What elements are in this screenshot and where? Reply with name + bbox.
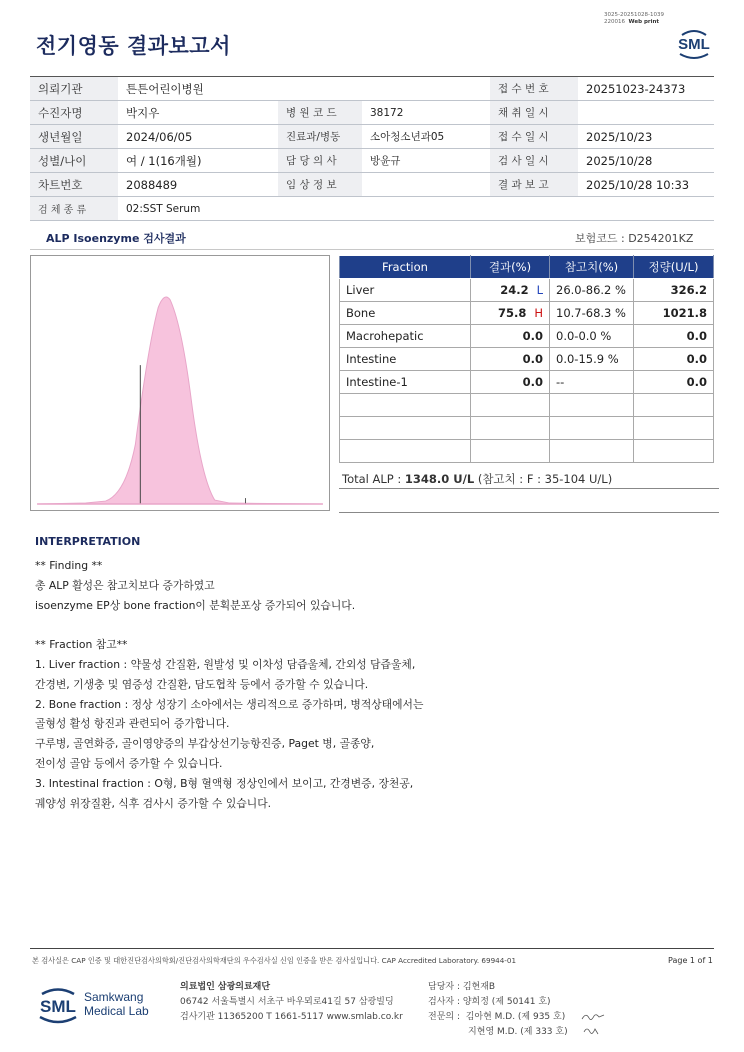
sml-logo-text: SML — [678, 36, 710, 53]
fraction-name: Intestine-1 — [340, 371, 471, 394]
receipt-no-label: 접 수 번 호 — [490, 77, 578, 101]
interpretation-line: isoenzyme EP상 bone fraction이 분획분포상 증가되어 있습니다. — [35, 598, 356, 612]
page-number: Page 1 of 1 — [668, 956, 713, 965]
dept-value: 소아청소년과05 — [362, 125, 490, 149]
fraction-result: 0.0 — [471, 371, 550, 394]
fraction-name: Intestine — [340, 348, 471, 371]
fraction-row — [340, 302, 714, 325]
report-value: 2025/10/28 10:33 — [578, 173, 714, 197]
header-reference: 참고치(%) — [550, 256, 634, 279]
collect-date-value — [578, 101, 714, 125]
hospital-value: 튼튼어린이병원 — [118, 77, 490, 101]
flag-high: H — [534, 306, 543, 320]
total-divider — [339, 488, 719, 489]
interpretation-line: 궤양성 위장질환, 식후 검사시 증가할 수 있습니다. — [35, 796, 272, 810]
staff-line: 담당자 : 김현재B — [428, 982, 496, 992]
header-quantity: 정량(U/L) — [634, 256, 714, 279]
total-label: Total ALP : — [342, 472, 405, 486]
fraction-result: 75.8 — [497, 306, 527, 320]
sex-age-value: 여 / 1(16개월) — [118, 149, 278, 173]
document-code — [604, 12, 664, 26]
interpretation-line: ** Finding ** — [35, 559, 103, 572]
signature — [580, 1010, 606, 1038]
info-row — [30, 197, 714, 221]
fraction-reference: 0.0-0.0 % — [550, 325, 634, 348]
logo-name-2: Medical Lab — [84, 1004, 149, 1018]
footer-organization — [180, 980, 403, 1025]
test-date-label: 검 사 일 시 — [490, 149, 578, 173]
total-value: 1348.0 U/L — [404, 472, 475, 486]
receipt-date-label: 접 수 일 시 — [490, 125, 578, 149]
org-name: 의료법인 삼광의료재단 — [180, 982, 271, 992]
electrophoresis-chart — [30, 255, 330, 511]
info-row — [30, 149, 714, 173]
fraction-row — [340, 371, 714, 394]
info-row — [30, 101, 714, 125]
receipt-date-value: 2025/10/23 — [578, 125, 714, 149]
fraction-row — [340, 348, 714, 371]
fraction-row — [340, 279, 714, 302]
section-divider — [30, 249, 714, 250]
fraction-quantity: 0.0 — [634, 348, 714, 371]
empty-row — [340, 417, 714, 440]
staff-line: 검사자 : 양희정 (제 50141 호) — [428, 997, 551, 1007]
info-row — [30, 125, 714, 149]
code-line-2: 220016 — [604, 19, 625, 25]
collect-date-label: 채 취 일 시 — [490, 101, 578, 125]
interpretation-line: 2. Bone fraction : 정상 성장기 소아에서는 생리적으로 증가하며, 병적상태에서는 — [35, 697, 424, 711]
total-divider — [339, 512, 719, 513]
patient-info-table — [30, 76, 714, 221]
fraction-reference: 10.7-68.3 % — [550, 302, 634, 325]
print-mode: Web print — [628, 19, 660, 25]
code-line-1: 3025-20251028-1039 — [604, 12, 664, 18]
test-date-value: 2025/10/28 — [578, 149, 714, 173]
flag-low: L — [536, 283, 543, 297]
fraction-quantity: 0.0 — [634, 371, 714, 394]
samkwang-logo — [36, 984, 186, 1026]
fraction-reference: 26.0-86.2 % — [550, 279, 634, 302]
fraction-reference: -- — [550, 371, 634, 394]
patient-label: 수진자명 — [30, 101, 118, 125]
specimen-label: 검 체 종 류 — [30, 197, 118, 221]
fraction-result: 24.2 — [500, 283, 529, 297]
fraction-quantity: 0.0 — [634, 325, 714, 348]
org-contact: 검사기관 11365200 T 1661-5117 www.smlab.co.kr — [180, 1012, 403, 1022]
logo-name-1: Samkwang — [84, 990, 144, 1004]
fraction-name: Macrohepatic — [340, 325, 471, 348]
sml-logo — [674, 28, 714, 62]
logo-sml-text: SML — [40, 997, 76, 1016]
total-reference: (참고치 : F : 35-104 U/L) — [474, 472, 613, 486]
accreditation-note: 본 검사실은 CAP 인증 및 대한진단검사의학회/진단검사의학재단의 우수검사실 신임 인증을 받은 검사실입니다. CAP Accredited Laboratory. 69944-01 — [32, 956, 517, 965]
clinical-label: 임 상 정 보 — [278, 173, 362, 197]
footer-divider — [30, 948, 714, 949]
interpretation-text — [35, 556, 535, 813]
report-title: 전기영동 결과보고서 — [36, 34, 231, 58]
receipt-no-value: 20251023-24373 — [578, 77, 714, 101]
interpretation-line: 전이성 골암 등에서 증가할 수 있습니다. — [35, 756, 223, 770]
report-label: 결 과 보 고 — [490, 173, 578, 197]
interpretation-line: 골형성 활성 항진과 관련되어 증가합니다. — [35, 717, 230, 731]
interpretation-line: 총 ALP 활성은 참고치보다 증가하였고 — [35, 578, 215, 592]
staff-line: 전문의 : 김아현 M.D. (제 935 호) — [428, 1012, 566, 1022]
fraction-row — [340, 325, 714, 348]
interpretation-line: 간경변, 기생충 및 염증성 간질환, 담도협착 등에서 증가할 수 있습니다. — [35, 677, 369, 691]
interpretation-line: 3. Intestinal fraction : O형, B형 혈액형 정상인에서 보이고, 간경변증, 장천공, — [35, 776, 414, 790]
interpretation-heading: INTERPRETATION — [35, 535, 141, 548]
interpretation-line: ** Fraction 참고** — [35, 638, 128, 652]
fraction-quantity: 1021.8 — [634, 302, 714, 325]
total-alp — [342, 471, 612, 487]
interpretation-line — [35, 615, 535, 635]
specimen-value: 02:SST Serum — [118, 197, 714, 221]
fraction-header-row — [340, 256, 714, 279]
doctor-value: 방윤규 — [362, 149, 490, 173]
dept-label: 진료과/병동 — [278, 125, 362, 149]
interpretation-line: 구루병, 골연화증, 골이영양증의 부갑상선기능항진증, Paget 병, 골종양, — [35, 737, 375, 751]
org-address: 06742 서울특별시 서초구 바우뫼로41길 57 삼광빌딩 — [180, 997, 394, 1007]
fraction-name: Bone — [340, 302, 471, 325]
patient-value: 박지우 — [118, 101, 278, 125]
fraction-result: 0.0 — [471, 325, 550, 348]
dob-label: 생년월일 — [30, 125, 118, 149]
header-result: 결과(%) — [471, 256, 550, 279]
header-fraction: Fraction — [340, 256, 471, 279]
section-title: ALP Isoenzyme 검사결과 — [46, 232, 186, 245]
hosp-code-label: 병 원 코 드 — [278, 101, 362, 125]
chart-no-value: 2088489 — [118, 173, 278, 197]
doctor-label: 담 당 의 사 — [278, 149, 362, 173]
staff-line: 지현영 M.D. (제 333 호) — [428, 1027, 568, 1037]
fraction-quantity: 326.2 — [634, 279, 714, 302]
empty-row — [340, 394, 714, 417]
insurance-code: 보험코드 : D254201KZ — [575, 232, 694, 245]
chart-no-label: 차트번호 — [30, 173, 118, 197]
dob-value: 2024/06/05 — [118, 125, 278, 149]
fraction-name: Liver — [340, 279, 471, 302]
fraction-result: 0.0 — [471, 348, 550, 371]
clinical-value — [362, 173, 490, 197]
bone-peak — [37, 297, 323, 504]
hospital-label: 의뢰기관 — [30, 77, 118, 101]
hosp-code-value: 38172 — [362, 101, 490, 125]
sex-age-label: 성별/나이 — [30, 149, 118, 173]
fraction-reference: 0.0-15.9 % — [550, 348, 634, 371]
info-row — [30, 173, 714, 197]
footer-staff — [428, 980, 568, 1040]
empty-row — [340, 440, 714, 463]
fraction-table — [339, 255, 714, 463]
info-row — [30, 77, 714, 101]
interpretation-line: 1. Liver fraction : 약물성 간질환, 원발성 및 이차성 담즙울체, 간외성 담즙울체, — [35, 657, 416, 671]
